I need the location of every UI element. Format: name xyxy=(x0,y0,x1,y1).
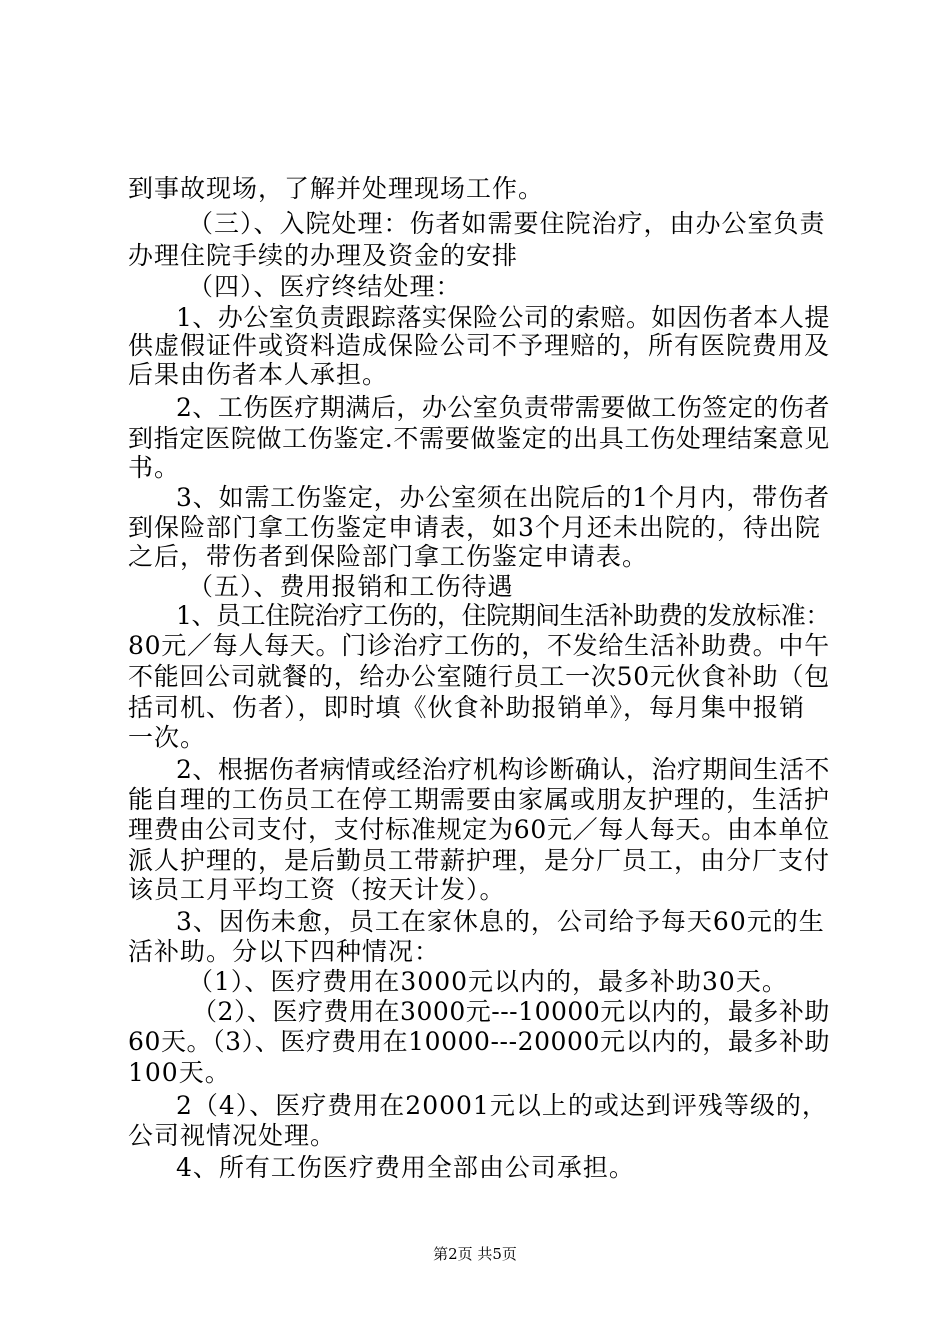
text-line: 2、根据伤者病情或经治疗机构诊断确认，治疗期间生活不 xyxy=(176,755,830,784)
text-line: 到指定医院做工伤鉴定.不需要做鉴定的出具工伤处理结案意见 xyxy=(128,424,830,453)
text-line: 之后，带伤者到保险部门拿工伤鉴定申请表。 xyxy=(128,542,649,571)
text-line: （2）、医疗费用在3000元---10000元以内的，最多补助 xyxy=(192,997,830,1026)
text-line: 3、因伤未愈，员工在家休息的，公司给予每天60元的生 xyxy=(176,907,825,936)
text-line: 书。 xyxy=(128,453,181,482)
text-line: 理费由公司支付，支付标准规定为60元／每人每天。由本单位 xyxy=(128,815,830,844)
text-line: 后果由伤者本人承担。 xyxy=(128,360,389,389)
text-line: 1、员工住院治疗工伤的，住院期间生活补助费的发放标准： xyxy=(176,601,830,630)
text-line: 公司视情况处理。 xyxy=(128,1121,337,1150)
text-line: 100天。 xyxy=(128,1058,231,1087)
text-line: 活补助。分以下四种情况： xyxy=(128,937,441,966)
text-line: 该员工月平均工资（按天计发）。 xyxy=(128,875,506,904)
text-line: 4、所有工伤医疗费用全部由公司承担。 xyxy=(176,1153,635,1182)
text-line: 供虚假证件或资料造成保险公司不予理赔的，所有医院费用及 xyxy=(128,331,831,360)
text-line: 2、工伤医疗期满后，办公室负责带需要做工伤签定的伤者 xyxy=(176,393,830,422)
page-number-footer: 第2页 共5页 xyxy=(433,1245,517,1263)
text-line: 一次。 xyxy=(128,723,207,752)
text-line: 不能回公司就餐的，给办公室随行员工一次50元伙食补助（包 xyxy=(128,662,830,691)
text-line: 括司机、伤者），即时填《伙食补助报销单》，每月集中报销 xyxy=(128,693,806,722)
text-line: 能自理的工伤员工在停工期需要由家属或朋友护理的，生活护 xyxy=(128,785,831,814)
text-line: 3、如需工伤鉴定，办公室须在出院后的1个月内，带伤者 xyxy=(176,483,830,512)
text-line: 2（4）、医疗费用在20001元以上的或达到评残等级的， xyxy=(176,1091,828,1120)
text-line: 到保险部门拿工伤鉴定申请表，如3个月还未出院的，待出院 xyxy=(128,513,821,542)
text-line: 1、办公室负责跟踪落实保险公司的索赔。如因伤者本人提 xyxy=(176,303,830,332)
text-line: 到事故现场，了解并处理现场工作。 xyxy=(128,174,545,203)
text-line: （五）、费用报销和工伤待遇 xyxy=(188,572,514,601)
text-line: 办理住院手续的办理及资金的安排 xyxy=(128,241,519,270)
text-line: （四）、医疗终结处理： xyxy=(188,272,462,301)
text-line: 80元／每人每天。门诊治疗工伤的，不发给生活补助费。中午 xyxy=(128,631,830,660)
text-line: （三）、入院处理：伤者如需要住院治疗，由办公室负责 xyxy=(188,209,826,238)
text-line: 派人护理的，是后勤员工带薪护理，是分厂员工，由分厂支付 xyxy=(128,846,831,875)
text-line: （1）、医疗费用在3000元以内的，最多补助30天。 xyxy=(188,967,788,996)
text-line: 60天。（3）、医疗费用在10000---20000元以内的，最多补助 xyxy=(128,1027,831,1056)
